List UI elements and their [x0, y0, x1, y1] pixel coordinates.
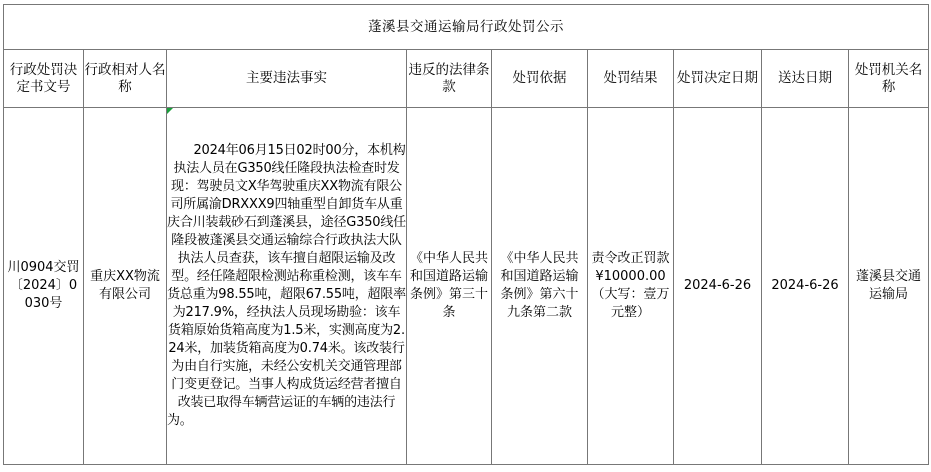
cell-result [588, 108, 674, 465]
header-law-violated: 违反的法律条款 [407, 50, 492, 108]
title-row [4, 5, 929, 50]
cell-law-violated [407, 108, 492, 465]
cell-delivery-date [762, 108, 849, 465]
penalty-basis-value: 《中华人民共和国道路运输条例》第六十九条第二款 [500, 251, 579, 320]
header-facts: 主要违法事实 [167, 50, 407, 108]
cell-doc-number [4, 108, 84, 465]
cell-penalty-basis [492, 108, 588, 465]
law-violated-value: 《中华人民共和国道路运输条例》第三十条 [410, 251, 489, 320]
facts-value: 2024年06月15日02时00分，本机构执法人员在G350线任隆段执法检查时发现：驾驶员文X华驾驶重庆XX物流有限公司所属渝DRXXX9四轴重型自卸货车从重庆合川装载砂石到蓬溪县，途径G350线任隆段被蓬溪县交通运输综合行政执法大队执法人员查获，该车擅自超限运输及改型。经任隆超限检测站称重检测，该车车货总重为98.55吨，超限67.55吨，超限率为217.9%，经执法人员现场勘验：该车货箱原始货箱高度为1.5米，实测高度为2.24米，加装货箱高度为0.74米。该改装行为由自行实施，未经公安机关交通管理部门变更登记。当事人构成货运经营者擅自改装已取得车辆营运证的车辆的违法行为。 [167, 143, 406, 428]
cell-marker-icon [167, 108, 173, 114]
header-party: 行政相对人名称 [84, 50, 167, 108]
party-value: 重庆XX物流有限公司 [90, 269, 160, 302]
page-title: 蓬溪县交通运输局行政处罚公示 [4, 5, 929, 50]
header-penalty-basis: 处罚依据 [492, 50, 588, 108]
penalty-table [3, 4, 929, 465]
result-value: 责令改正罚款¥10000.00（大写：壹万元整） [591, 251, 670, 320]
header-doc-number: 行政处罚决定书文号 [4, 50, 84, 108]
cell-agency [849, 108, 929, 465]
table-row [4, 108, 929, 465]
agency-value: 蓬溪县交通运输局 [856, 269, 922, 302]
doc-number-value: 川0904交罚〔2024〕0030号 [7, 260, 80, 311]
decision-date-value: 2024-6-26 [683, 278, 752, 293]
cell-facts [167, 108, 407, 465]
header-agency: 处罚机关名称 [849, 50, 929, 108]
cell-party [84, 108, 167, 465]
header-result: 处罚结果 [588, 50, 674, 108]
header-row [4, 50, 929, 108]
delivery-date-value: 2024-6-26 [771, 278, 839, 293]
header-delivery-date: 送达日期 [762, 50, 849, 108]
cell-decision-date [674, 108, 762, 465]
header-decision-date: 处罚决定日期 [674, 50, 762, 108]
